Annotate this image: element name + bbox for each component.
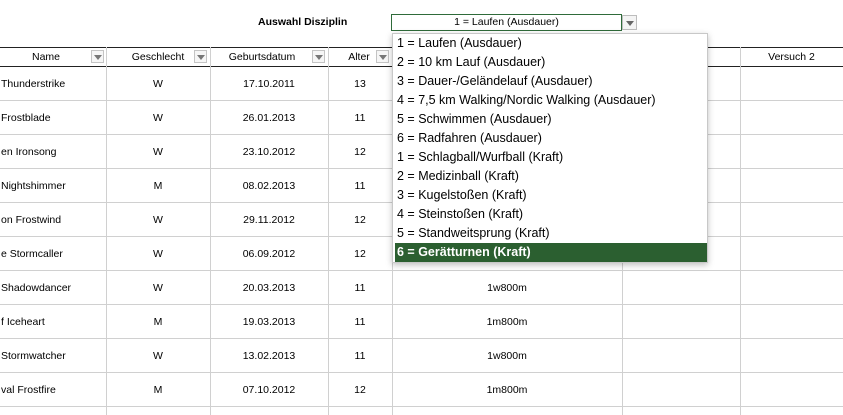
cell-alter[interactable]: 11 [354, 316, 366, 328]
cell-alter[interactable]: 11 [354, 180, 366, 192]
cell-alter[interactable]: 11 [354, 112, 366, 124]
cell-name[interactable]: e Stormcaller [1, 248, 63, 260]
cell-name[interactable]: Shadowdancer [1, 282, 72, 294]
cell-versuch1[interactable]: 1m800m [486, 384, 528, 396]
discipline-select[interactable]: 1 = Laufen (Ausdauer) [391, 14, 622, 31]
cell-alter[interactable]: 12 [354, 214, 366, 226]
col-header-geburtsdatum[interactable]: Geburtsdatum [228, 51, 296, 63]
dropdown-option[interactable]: 3 = Kugelstoßen (Kraft) [397, 188, 527, 202]
col-header-versuch2[interactable]: Versuch 2 [768, 51, 815, 63]
dropdown-option[interactable]: 2 = Medizinball (Kraft) [397, 169, 519, 183]
cell-name[interactable]: Stormwatcher [1, 350, 66, 362]
cell-alter[interactable]: 11 [354, 282, 366, 294]
chevron-down-icon [94, 55, 102, 60]
cell-geschlecht[interactable]: W [153, 214, 163, 226]
cell-geschlecht[interactable]: W [153, 282, 163, 294]
cell-name[interactable]: val Frostfire [1, 384, 56, 396]
cell-alter[interactable]: 13 [354, 78, 366, 90]
dropdown-option[interactable]: 2 = 10 km Lauf (Ausdauer) [397, 55, 546, 69]
col-header-alter[interactable]: Alter [348, 51, 370, 63]
cell-versuch1[interactable]: 1w800m [487, 350, 527, 362]
filter-button-geschlecht[interactable] [194, 50, 207, 63]
col-header-name[interactable]: Name [31, 51, 60, 63]
cell-geschlecht[interactable]: M [153, 180, 163, 192]
filter-button-name[interactable] [91, 50, 104, 63]
cell-versuch1[interactable]: 1w800m [487, 282, 527, 294]
chevron-down-icon [379, 55, 387, 60]
cell-geschlecht[interactable]: M [153, 316, 163, 328]
dropdown-option[interactable]: 6 = Gerätturnen (Kraft) [395, 243, 707, 262]
cell-geburtsdatum[interactable]: 20.03.2013 [242, 282, 296, 294]
cell-alter[interactable]: 12 [354, 248, 366, 260]
chevron-down-icon [626, 21, 634, 26]
dropdown-option[interactable]: 3 = Dauer-/Geländelauf (Ausdauer) [397, 74, 593, 88]
cell-geburtsdatum[interactable]: 07.10.2012 [242, 384, 296, 396]
cell-versuch1[interactable]: 1m800m [486, 316, 528, 328]
cell-geschlecht[interactable]: M [153, 384, 163, 396]
cell-geburtsdatum[interactable]: 08.02.2013 [242, 180, 296, 192]
cell-name[interactable]: on Frostwind [1, 214, 62, 226]
dropdown-option[interactable]: 5 = Schwimmen (Ausdauer) [397, 112, 552, 126]
column-divider [740, 47, 741, 415]
cell-geschlecht[interactable]: W [153, 112, 163, 124]
col-header-geschlecht[interactable]: Geschlecht [131, 51, 185, 63]
cell-geschlecht[interactable]: W [153, 78, 163, 90]
cell-name[interactable]: f Iceheart [1, 316, 45, 328]
cell-name[interactable]: Frostblade [1, 112, 51, 124]
cell-name[interactable]: en Ironsong [1, 146, 57, 158]
cell-name[interactable]: Thunderstrike [1, 78, 66, 90]
filter-button-alter[interactable] [376, 50, 389, 63]
filter-button-geburtsdatum[interactable] [312, 50, 325, 63]
dropdown-option[interactable]: 5 = Standweitsprung (Kraft) [397, 226, 550, 240]
cell-geburtsdatum[interactable]: 17.10.2011 [243, 78, 295, 90]
cell-geburtsdatum[interactable]: 26.01.2013 [242, 112, 296, 124]
dropdown-option[interactable]: 1 = Schlagball/Wurfball (Kraft) [397, 150, 564, 164]
cell-geburtsdatum[interactable]: 19.03.2013 [242, 316, 296, 328]
cell-geburtsdatum[interactable]: 29.11.2012 [243, 214, 295, 226]
dropdown-option[interactable]: 4 = 7,5 km Walking/Nordic Walking (Ausdauer) [397, 93, 656, 107]
chevron-down-icon [197, 55, 205, 60]
dropdown-option[interactable]: 4 = Steinstoßen (Kraft) [397, 207, 524, 221]
cell-geburtsdatum[interactable]: 13.02.2013 [242, 350, 296, 362]
chevron-down-icon [315, 55, 323, 60]
cell-geschlecht[interactable]: W [153, 248, 163, 260]
dropdown-option[interactable]: 1 = Laufen (Ausdauer) [397, 36, 522, 50]
discipline-label: Auswahl Disziplin [258, 16, 348, 28]
discipline-select-arrow[interactable] [622, 15, 637, 30]
cell-geschlecht[interactable]: W [153, 350, 163, 362]
dropdown-option[interactable]: 6 = Radfahren (Ausdauer) [397, 131, 542, 145]
cell-geburtsdatum[interactable]: 06.09.2012 [242, 248, 296, 260]
cell-alter[interactable]: 12 [354, 146, 366, 158]
discipline-dropdown-list[interactable] [392, 33, 708, 263]
cell-geburtsdatum[interactable]: 23.10.2012 [242, 146, 296, 158]
cell-alter[interactable]: 11 [354, 350, 366, 362]
cell-alter[interactable]: 12 [354, 384, 366, 396]
cell-name[interactable]: Nightshimmer [1, 180, 66, 192]
cell-geschlecht[interactable]: W [153, 146, 163, 158]
